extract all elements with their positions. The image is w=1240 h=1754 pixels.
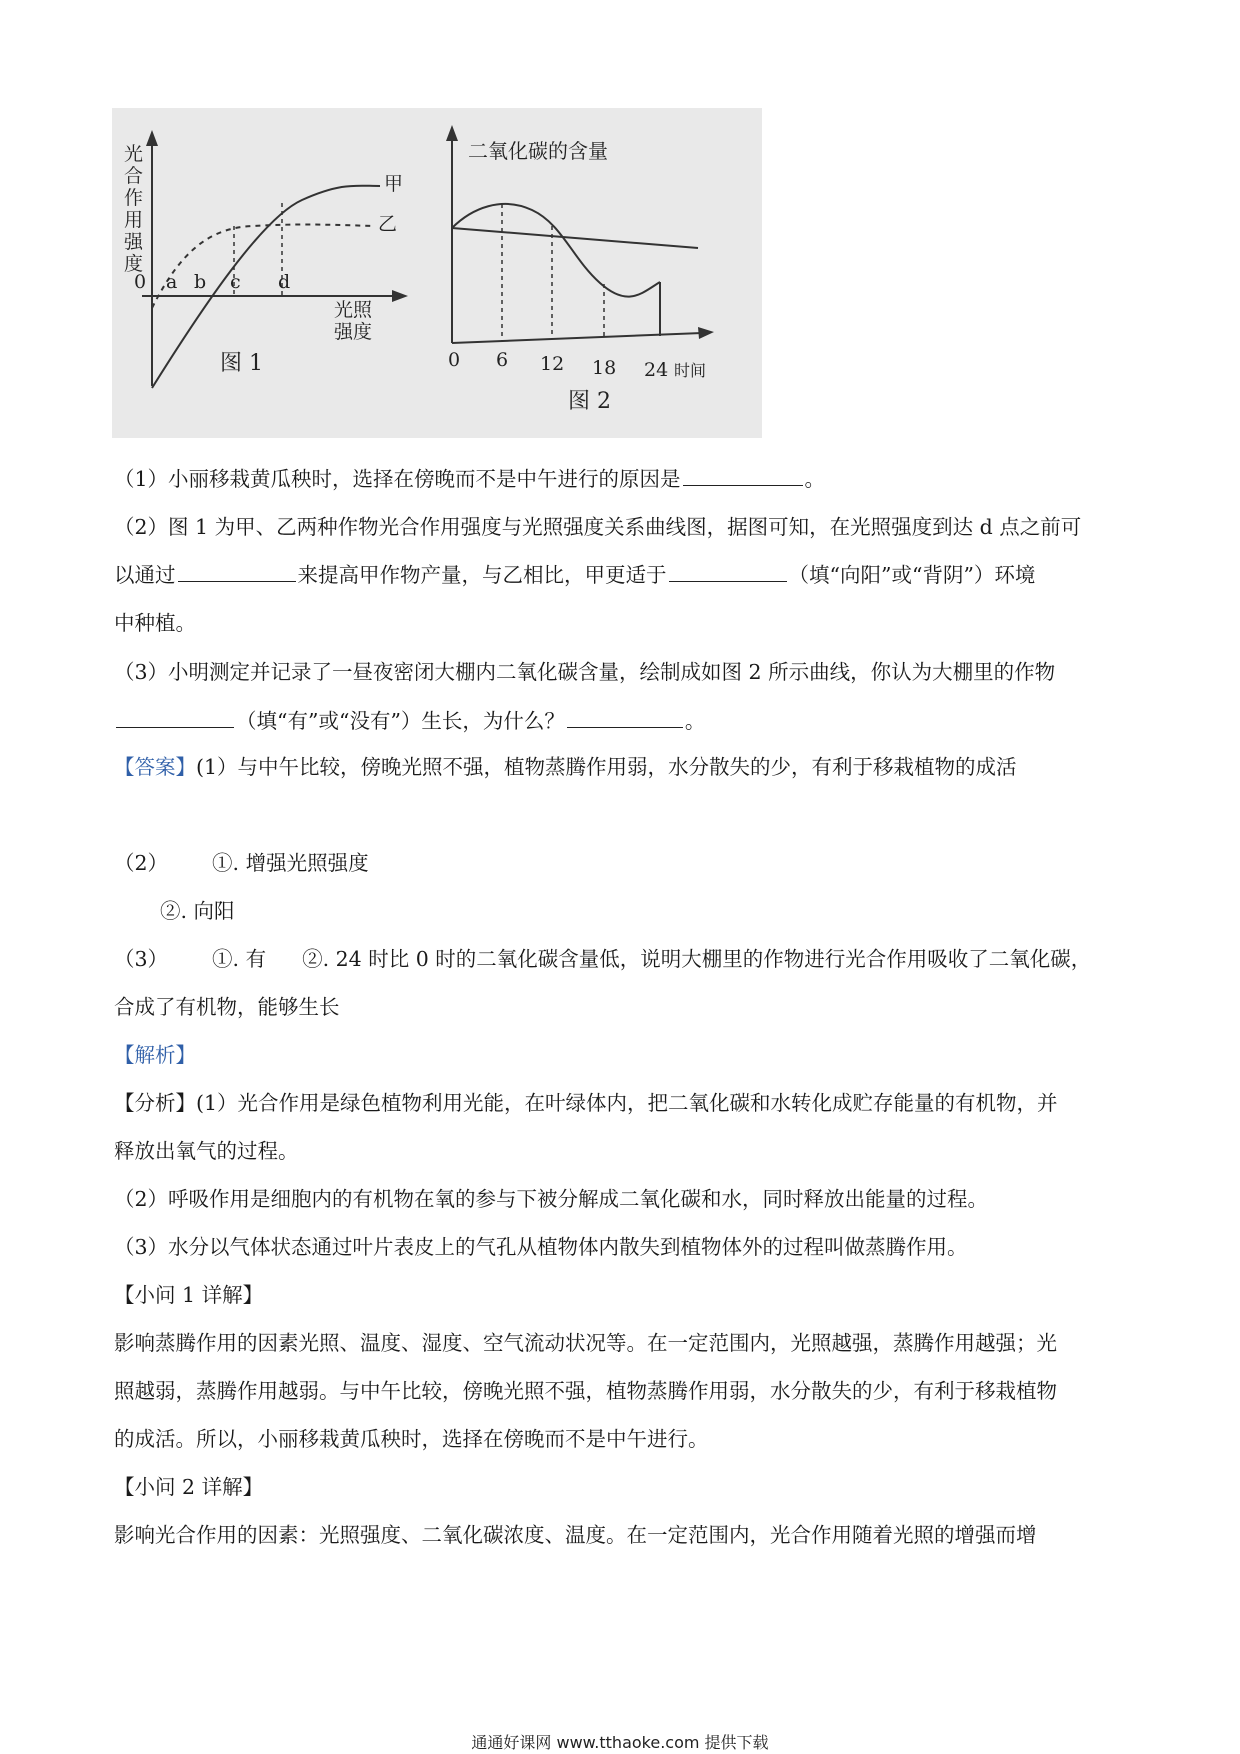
- answer-2-item-2: ②. 向阳: [160, 899, 235, 923]
- fig1-y-label-2: 合: [124, 165, 144, 187]
- q3-end: 。: [684, 709, 706, 733]
- fenxi-tag: 【分析】: [114, 1091, 196, 1115]
- answer-2-item-1: ①. 增强光照强度: [212, 851, 369, 875]
- figure-panel: [112, 108, 762, 438]
- answer-line-5: 合成了有机物，能够生长: [114, 995, 340, 1019]
- fig2-reference-line: [452, 228, 698, 248]
- analysis-p1-line-1: [114, 1088, 1144, 1118]
- fig2-tick-0: 0: [448, 349, 461, 371]
- fig1-curve-yi-label: 乙: [378, 213, 398, 235]
- sub-question-2-tag: 【小问 2 详解】: [114, 1475, 264, 1499]
- fig1-x-arrow: [392, 290, 408, 302]
- sub1-line-1: 影响蒸腾作用的因素光照、温度、湿度、空气流动状况等。在一定范围内，光照越强，蒸腾作用越强；光: [114, 1331, 1057, 1355]
- answer-line-4: [114, 944, 1144, 974]
- fig2-caption: 图 2: [568, 389, 611, 414]
- answer-3-item-2: ②. 24 时比 0 时的二氧化碳含量低，说明大棚里的作物进行光合作用吸收了二氧化碳，: [302, 947, 1092, 971]
- fig1-y-arrow: [146, 130, 158, 146]
- q2-text-c: （填“向阳”或“背阴”）环境: [788, 563, 1036, 587]
- q2-blank-1: [178, 580, 296, 582]
- fig2-y-label: 二氧化碳的含量: [468, 139, 608, 163]
- fig2-tick-24: 24: [644, 359, 669, 381]
- analysis-tag: 【解析】: [114, 1043, 196, 1067]
- fig2-tick-6: 6: [496, 349, 509, 371]
- fig1-x-label-1: 光照: [334, 299, 373, 321]
- fig1-y-label-1: 光: [124, 143, 144, 165]
- analysis-p1a: (1）光合作用是绿色植物利用光能，在叶绿体内，把二氧化碳和水转化成贮存能量的有机物，并: [196, 1091, 1058, 1115]
- fig2-co2-curve: [452, 204, 660, 297]
- answer-line-1: [114, 752, 1144, 782]
- answer-tag: 【答案】: [114, 755, 196, 779]
- answer-3-item-1: ①. 有: [212, 947, 267, 971]
- q2-text-b: 来提高甲作物产量，与乙相比，甲更适于: [297, 563, 667, 587]
- q3-blank-1: [116, 726, 234, 728]
- fig1-y-label-4: 用: [124, 209, 144, 231]
- q3-blank-2: [567, 726, 683, 728]
- fig1-tick-a: a: [166, 271, 178, 293]
- answer-3-num: （3）: [114, 947, 169, 971]
- question-2-line-3: 中种植。: [114, 611, 196, 635]
- fig1-caption: 图 1: [220, 351, 263, 376]
- question-3-line-2: [114, 706, 1144, 736]
- fig2-tick-18: 18: [592, 357, 617, 379]
- fig1-origin: 0: [134, 271, 147, 293]
- fig2-y-arrow: [446, 125, 458, 141]
- q1-blank: [683, 484, 803, 486]
- analysis-p1-line-2: 释放出氧气的过程。: [114, 1139, 299, 1163]
- question-2-line-1: （2）图 1 为甲、乙两种作物光合作用强度与光照强度关系曲线图，据图可知，在光照强度到达 d 点之前可: [114, 515, 1082, 539]
- sub2-line-1: 影响光合作用的因素：光照强度、二氧化碳浓度、温度。在一定范围内，光合作用随着光照的增强而增: [114, 1523, 1037, 1547]
- fig1-y-label-6: 度: [124, 253, 144, 275]
- fig1-tick-b: b: [194, 271, 207, 293]
- answer-line-3: [160, 896, 1190, 926]
- fig2-x-axis: [452, 333, 702, 343]
- fig2-tick-12: 12: [540, 353, 565, 375]
- sub-question-1-tag: 【小问 1 详解】: [114, 1283, 264, 1307]
- answer-2-num: （2）: [114, 851, 169, 875]
- fig2-x-label: 时间: [674, 361, 707, 380]
- fig1-curve-jia: [152, 186, 380, 388]
- fig1-tick-c: c: [230, 271, 241, 293]
- question-3-line-1: （3）小明测定并记录了一昼夜密闭大棚内二氧化碳含量，绘制成如图 2 所示曲线，你认为大棚里的作物: [114, 660, 1056, 684]
- fig1-y-label-3: 作: [124, 187, 144, 209]
- fig2-x-arrow: [698, 327, 714, 339]
- fig1-y-label-5: 强: [124, 231, 144, 253]
- fig1-tick-d: d: [278, 271, 291, 293]
- figure1: [142, 130, 408, 388]
- question-2-line-2: [114, 560, 1144, 590]
- footer-credit: 通通好课网 www.tthaoke.com 提供下载: [471, 1733, 769, 1752]
- analysis-p3: （3）水分以气体状态通过叶片表皮上的气孔从植物体内散失到植物体外的过程叫做蒸腾作用。: [114, 1235, 968, 1259]
- q2-blank-2: [669, 580, 787, 582]
- sub1-line-2: 照越弱，蒸腾作用越弱。与中午比较，傍晚光照不强，植物蒸腾作用弱，水分散失的少，有利于移栽植物: [114, 1379, 1057, 1403]
- q2-text-a: 以通过: [114, 563, 176, 587]
- question-1: [114, 464, 1144, 494]
- q1-text: （1）小丽移栽黄瓜秧时，选择在傍晚而不是中午进行的原因是: [114, 467, 681, 491]
- fig1-curve-jia-label: 甲: [384, 173, 404, 195]
- answer-line-2: [114, 848, 1144, 878]
- analysis-p2: （2）呼吸作用是细胞内的有机物在氧的参与下被分解成二氧化碳和水，同时释放出能量的过程。: [114, 1187, 989, 1211]
- q3-text-a: （填“有”或“没有”）生长，为什么？: [236, 709, 565, 733]
- figures-svg: [112, 108, 762, 438]
- sub1-line-3: 的成活。所以，小丽移栽黄瓜秧时，选择在傍晚而不是中午进行。: [114, 1427, 709, 1451]
- fig1-x-label-2: 强度: [334, 321, 373, 343]
- answer-1: (1）与中午比较，傍晚光照不强，植物蒸腾作用弱，水分散失的少，有利于移栽植物的成活: [196, 755, 1017, 779]
- q1-end: 。: [804, 467, 826, 491]
